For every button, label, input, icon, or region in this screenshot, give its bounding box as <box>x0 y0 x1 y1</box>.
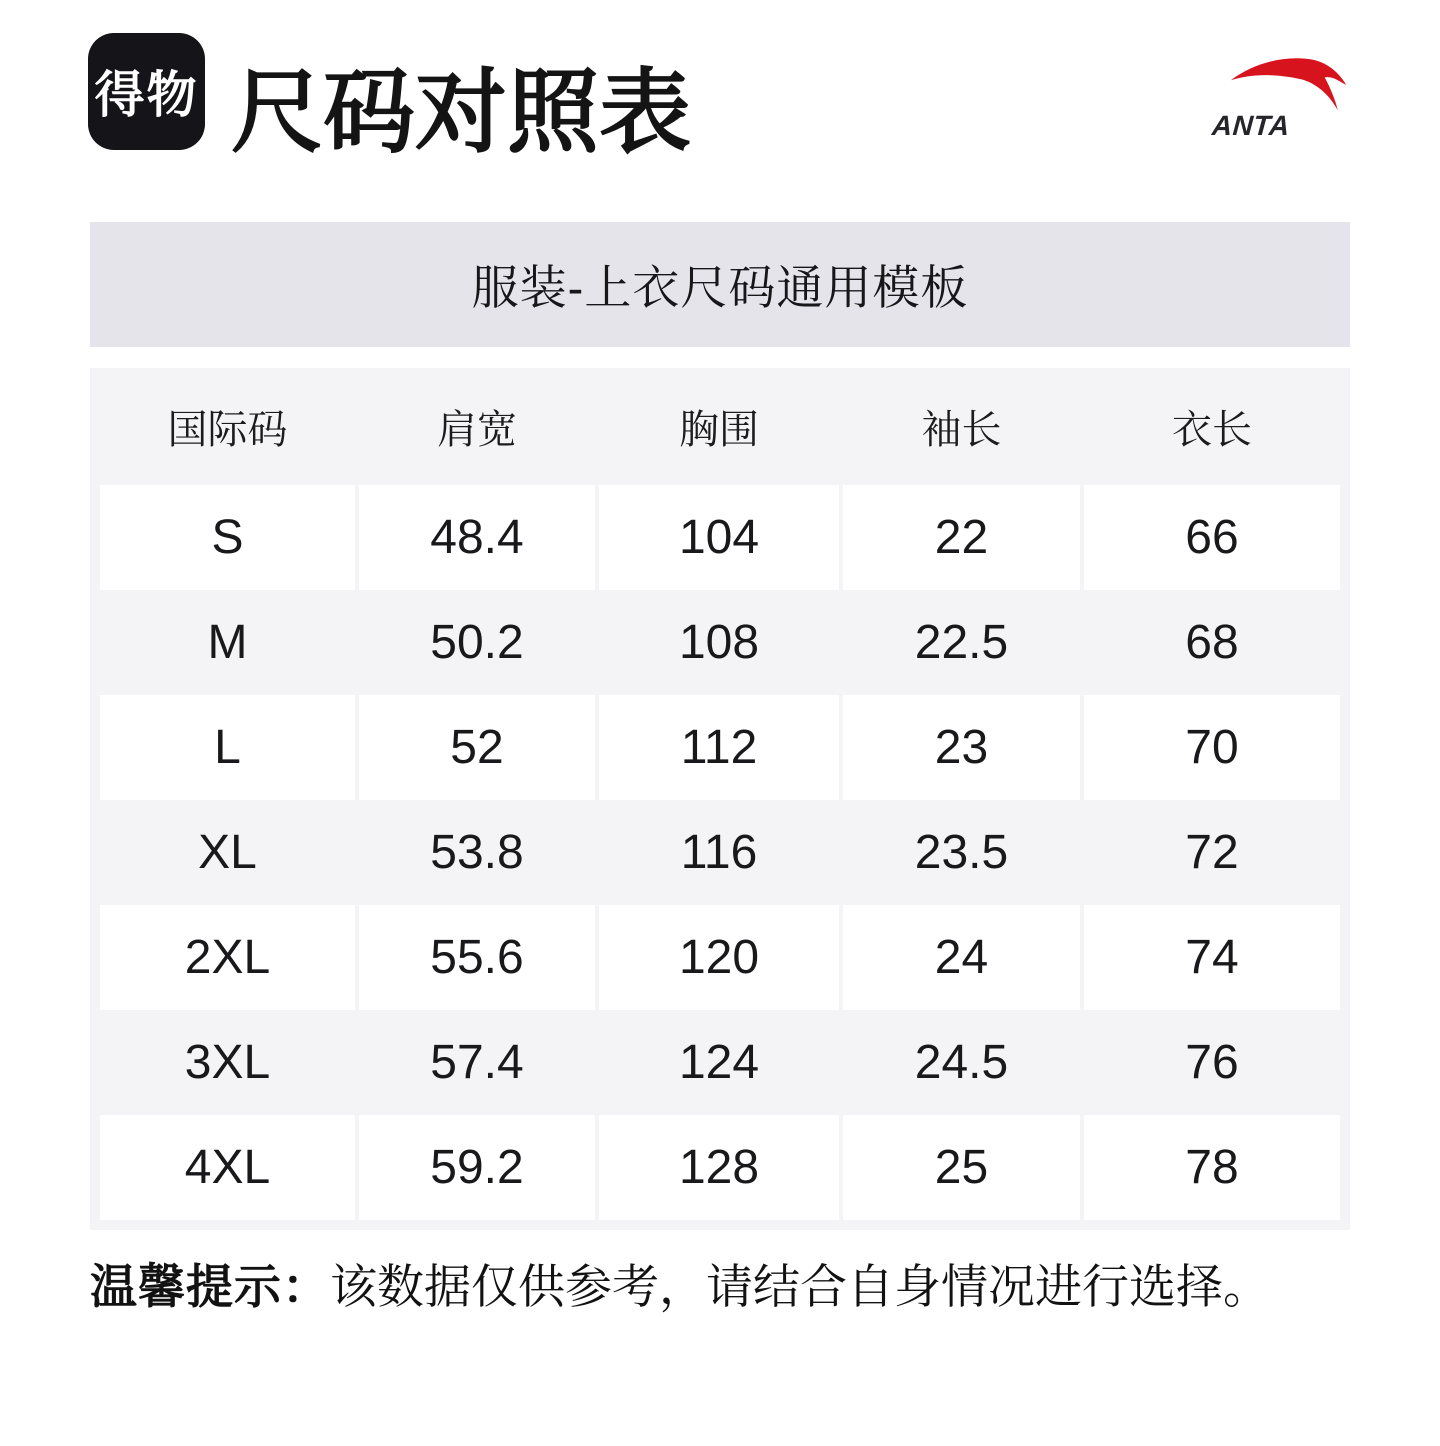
cell-sleeve: 23 <box>843 695 1080 800</box>
cell-sleeve: 22.5 <box>914 616 1009 669</box>
table-row-s <box>100 485 1340 590</box>
cell-length: 74 <box>1084 905 1340 1010</box>
table-row-3xl <box>100 1010 1340 1115</box>
cell-chest: 124 <box>678 1036 760 1089</box>
column-header-shoulder: 肩宽 <box>437 408 517 452</box>
anta-swoosh-icon <box>1228 52 1350 116</box>
cell-size: 2XL <box>100 905 355 1010</box>
cell-shoulder: 59.2 <box>359 1115 595 1220</box>
dewu-logo <box>88 33 205 150</box>
cell-sleeve: 25 <box>843 1115 1080 1220</box>
table-row-xl <box>100 800 1340 905</box>
cell-chest: 108 <box>678 616 760 669</box>
tip-text: 该数据仅供参考，请结合自身情况进行选择。 <box>330 1260 1270 1313</box>
cell-size: L <box>100 695 355 800</box>
cell-shoulder: 53.8 <box>430 826 524 879</box>
column-header-intl-size: 国际码 <box>167 408 288 452</box>
cell-shoulder: 57.4 <box>430 1036 524 1089</box>
table-header-row <box>100 368 1340 485</box>
cell-shoulder: 52 <box>359 695 595 800</box>
cell-shoulder: 55.6 <box>359 905 595 1010</box>
cell-size: 3XL <box>184 1036 271 1089</box>
page-header <box>88 30 1350 164</box>
cell-size: 4XL <box>100 1115 355 1220</box>
cell-length: 76 <box>1185 1036 1239 1089</box>
cell-length: 68 <box>1185 616 1239 669</box>
cell-sleeve: 23.5 <box>914 826 1009 879</box>
cell-sleeve: 24 <box>843 905 1080 1010</box>
cell-length: 72 <box>1185 826 1239 879</box>
cell-shoulder: 48.4 <box>359 485 595 590</box>
cell-chest: 120 <box>599 905 839 1010</box>
template-banner <box>90 222 1350 347</box>
cell-sleeve: 22 <box>843 485 1080 590</box>
banner-title: 服装-上衣尺码通用模板 <box>471 261 969 314</box>
anta-wordmark: ANTA <box>1210 110 1291 141</box>
dewu-logo-text: 得物 <box>94 67 199 123</box>
cell-length: 78 <box>1084 1115 1340 1220</box>
column-header-sleeve: 袖长 <box>921 408 1002 452</box>
cell-size: S <box>100 485 355 590</box>
anta-logo <box>1212 52 1350 142</box>
page-title: 尺码对照表 <box>231 62 692 164</box>
tip-label: 温馨提示： <box>90 1260 330 1313</box>
column-header-length: 衣长 <box>1172 408 1252 452</box>
cell-chest: 104 <box>599 485 839 590</box>
table-row-2xl <box>100 905 1340 1010</box>
cell-length: 66 <box>1084 485 1340 590</box>
cell-size: XL <box>198 826 257 879</box>
cell-chest: 112 <box>599 695 839 800</box>
cell-size: M <box>207 616 248 669</box>
cell-chest: 128 <box>599 1115 839 1220</box>
column-header-chest: 胸围 <box>679 408 759 452</box>
table-row-m <box>100 590 1340 695</box>
cell-shoulder: 50.2 <box>430 616 524 669</box>
table-row-4xl <box>100 1115 1340 1220</box>
cell-chest: 116 <box>680 826 758 879</box>
size-chart-page <box>0 30 1440 1446</box>
cell-sleeve: 24.5 <box>914 1036 1009 1089</box>
footer-tip <box>90 1250 1350 1317</box>
size-table <box>90 368 1350 1230</box>
table-row-l <box>100 695 1340 800</box>
anta-swoosh-path <box>1231 58 1346 110</box>
cell-length: 70 <box>1084 695 1340 800</box>
